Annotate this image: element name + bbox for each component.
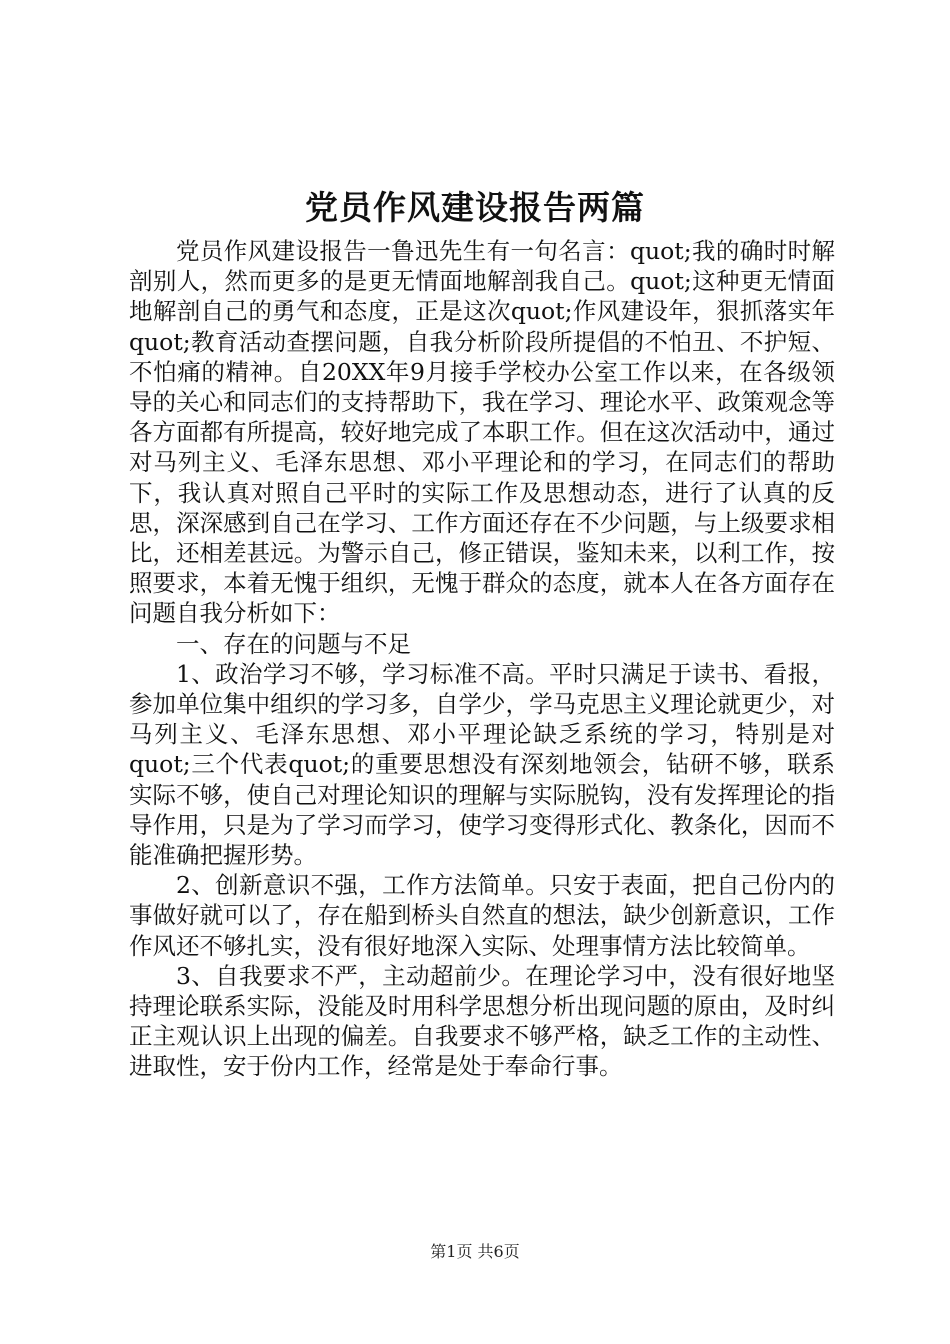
- document-body: [129, 236, 835, 1082]
- paragraph-item-3: 3、自我要求不严，主动超前少。在理论学习中，没有很好地坚持理论联系实际，没能及时用科学思想分析出现问题的原由，及时纠正主观认识上出现的偏差。自我要求不够严格，缺乏工作的主动性、进取性，安于份内工作，经常是处于奉命行事。: [129, 961, 835, 1081]
- page-footer: 第1页 共6页: [430, 1242, 520, 1261]
- section-heading: 一、存在的问题与不足: [176, 629, 411, 658]
- paragraph-item-2: 2、创新意识不强，工作方法简单。只安于表面，把自己份内的事做好就可以了，存在船到桥头自然直的想法，缺少创新意识，工作作风还不够扎实，没有很好地深入实际、处理事情方法比较简单。: [129, 871, 835, 960]
- document-title: 党员作风建设报告两篇: [305, 188, 645, 227]
- paragraph-intro: 党员作风建设报告一鲁迅先生有一句名言：quot;我的确时时解剖别人，然而更多的是更无情面地解剖我自己。quot;这种更无情面地解剖自己的勇气和态度，正是这次quot;作风建设年，狠抓落实年quot;教育活动查摆问题，自我分析阶段所提倡的不怕丑、不护短、不怕痛的精神。自20XX年9月接手学校办公室工作以来，在各级领导的关心和同志们的支持帮助下，我在学习、理论水平、政策观念等各方面都有所提高，较好地完成了本职工作。但在这次活动中，通过对马列主义、毛泽东思想、邓小平理论和的学习，在同志们的帮助下，我认真对照自己平时的实际工作及思想动态，进行了认真的反思，深深感到自己在学习、工作方面还存在不少问题，与上级要求相比，还相差甚远。为警示自己，修正错误，鉴知未来，以利工作，按照要求，本着无愧于组织，无愧于群众的态度，就本人在各方面存在问题自我分析如下：: [129, 237, 835, 628]
- paragraph-item-1: 1、政治学习不够，学习标准不高。平时只满足于读书、看报，参加单位集中组织的学习多，自学少，学马克思主义理论就更少，对马列主义、毛泽东思想、邓小平理论缺乏系统的学习，特别是对quot;三个代表quot;的重要思想没有深刻地领会，钻研不够，联系实际不够，使自己对理论知识的理解与实际脱钩，没有发挥理论的指导作用，只是为了学习而学习，使学习变得形式化、教条化，因而不能准确把握形势。: [129, 659, 835, 870]
